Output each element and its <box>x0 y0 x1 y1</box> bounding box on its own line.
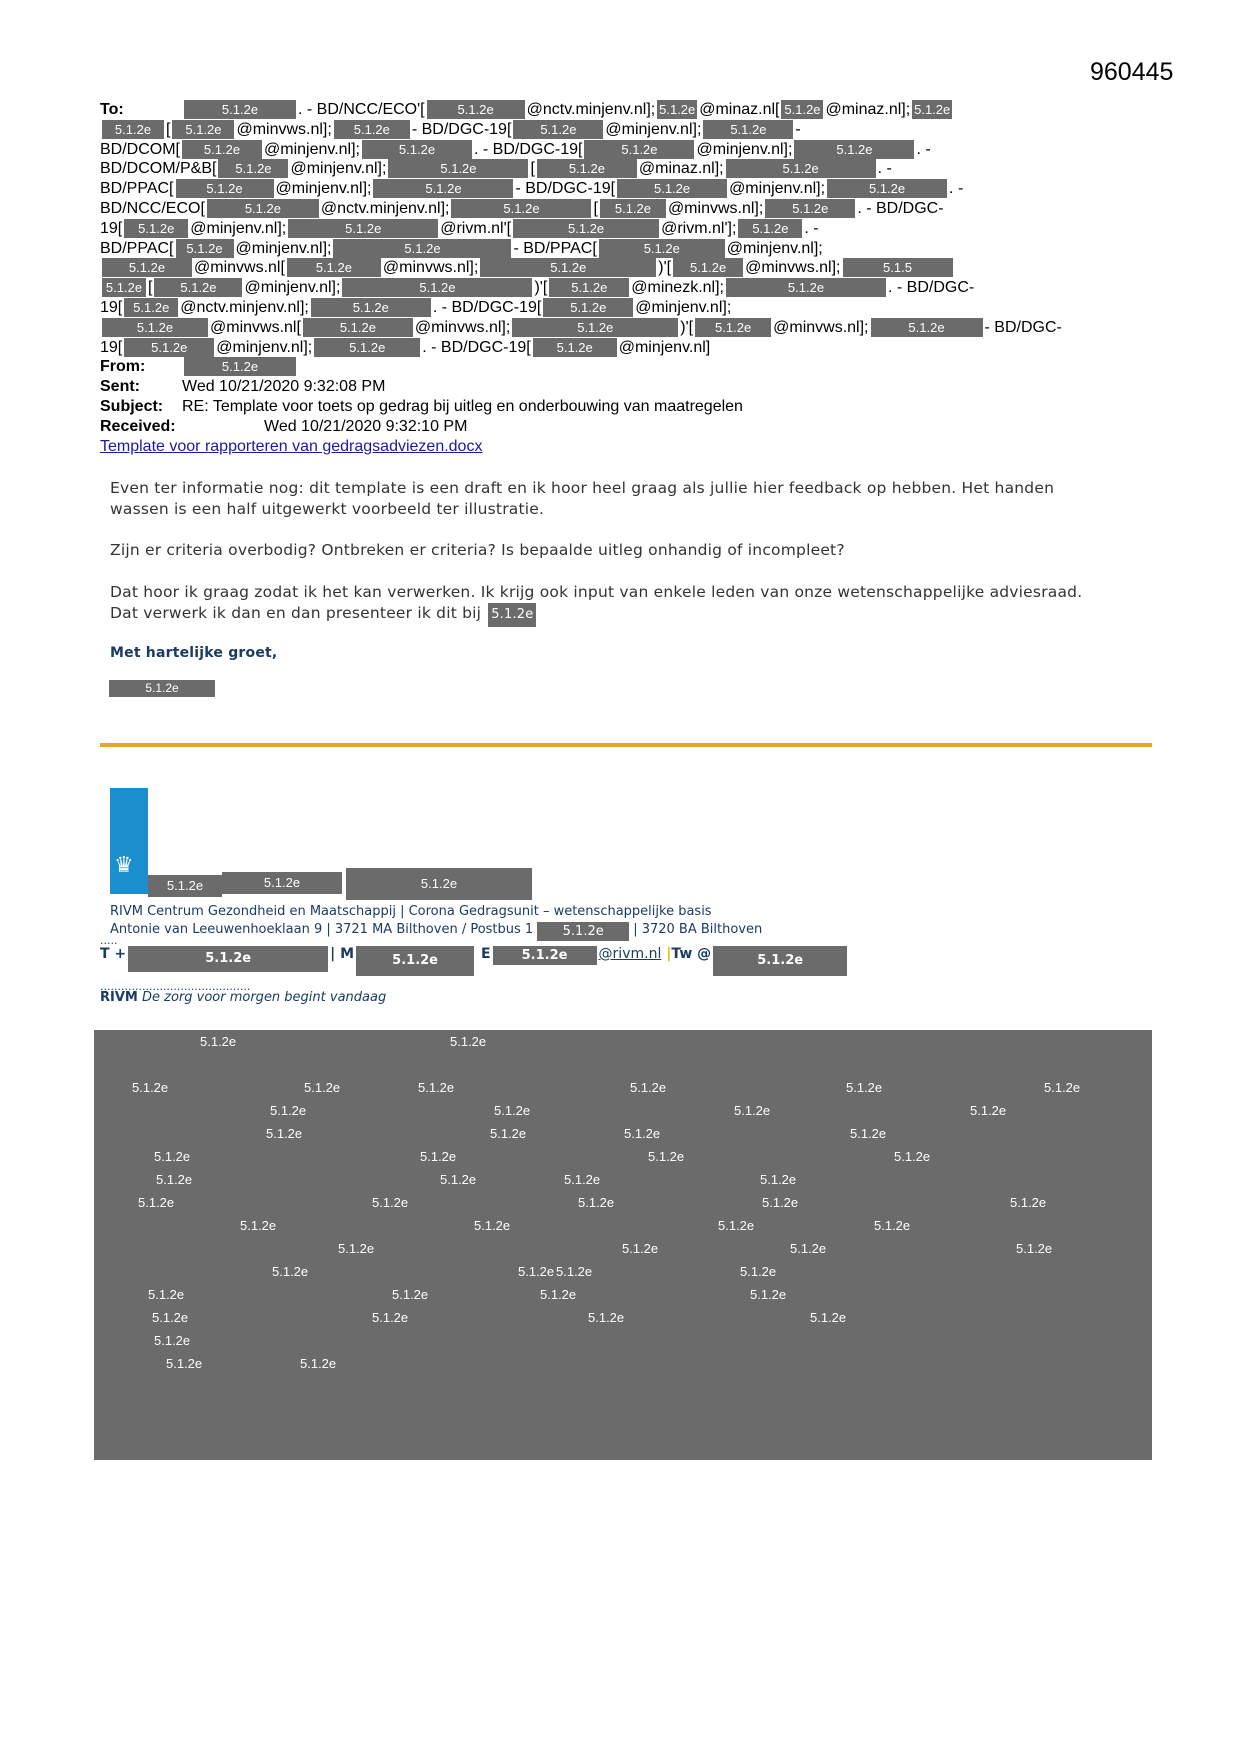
received-value: Wed 10/21/2020 9:32:10 PM <box>264 418 468 435</box>
redaction: 5.1.2e <box>765 199 855 218</box>
to-line-1: To: 5.1.2e . - BD/NCC/ECO'[ 5.1.2e @nctv.minjenv.nl]; 5.1.2e @minaz.nl[ 5.1.2e @minaz.nl]; 5.1.2e <box>100 101 951 118</box>
from-line <box>100 357 1130 377</box>
redaction: 5.1.2e <box>659 102 696 117</box>
redaction: 5.1.2e <box>102 318 208 337</box>
redaction: 5.1.2e <box>311 298 431 317</box>
redaction: 5.1.2e <box>451 199 591 218</box>
redaction: 5.1.2e <box>713 946 847 976</box>
redaction: 5.1.2e <box>176 239 234 258</box>
redaction: 5.1.2e <box>914 102 951 117</box>
redaction: 5.1.2e <box>184 357 296 376</box>
to-line-9: 5.1.2e @minvws.nl[ 5.1.2e @minvws.nl]; 5.1.2e )'[ 5.1.2e @minvws.nl]; 5.1.5 <box>100 258 1130 278</box>
signature-contact-line: T + 5.1.2e | M 5.1.2e E 5.1.2e @rivm.nl |Tw @ 5.1.2e <box>100 946 849 976</box>
signature-dots: ..... <box>100 934 118 947</box>
redaction: 5.1.2e <box>549 278 629 297</box>
redaction: 5.1.2e <box>218 159 288 178</box>
to-label: To: <box>100 101 124 118</box>
sent-label: Sent: <box>100 378 140 395</box>
redaction: 5.1.2e <box>600 199 666 218</box>
redaction: 5.1.2e <box>314 338 420 357</box>
signature-tagline: RIVM De zorg voor morgen begint vandaag <box>100 990 387 1005</box>
signature-org-line: RIVM Centrum Gezondheid en Maatschappij | Corona Gedragsunit – wetenschappelijke basis <box>110 904 712 919</box>
redaction: 5.1.2e <box>543 298 633 317</box>
redaction: 5.1.2e <box>207 199 319 218</box>
signature-address: Antonie van Leeuwenhoeklaan 9 | 3721 MA Bilthoven / Postbus 1 5.1.2e | 3720 BA Bilthoven <box>110 922 763 939</box>
redaction: 5.1.2e <box>356 946 474 976</box>
redaction: 5.1.2e <box>726 278 886 297</box>
email-header <box>100 100 1130 377</box>
redaction: 5.1.2e <box>172 120 234 139</box>
redaction: 5.1.2e <box>334 120 410 139</box>
redaction: 5.1.2e <box>102 120 164 139</box>
redaction: 5.1.2e <box>288 219 438 238</box>
redaction: 5.1.2e <box>148 875 222 897</box>
redaction: 5.1.2e <box>128 946 328 972</box>
sent-value: Wed 10/21/2020 9:32:08 PM <box>182 378 386 395</box>
to-line-3: BD/DCOM[ 5.1.2e @minjenv.nl]; 5.1.2e . - BD/DGC-19[ 5.1.2e @minjenv.nl]; 5.1.2e . - <box>100 140 931 158</box>
redaction: 5.1.2e <box>673 258 743 277</box>
redaction: 5.1.2e <box>388 159 528 178</box>
to-line-4: BD/DCOM/P&B[ 5.1.2e @minjenv.nl]; 5.1.2e [ 5.1.2e @minaz.nl]; 5.1.2e . - <box>100 160 892 178</box>
redaction: 5.1.2e <box>781 100 823 119</box>
subject-line <box>100 398 743 416</box>
redaction: 5.1.2e <box>695 318 771 337</box>
redaction: 5.1.2e <box>222 872 342 894</box>
redaction: 5.1.5 <box>843 258 953 277</box>
to-line-10: 5.1.2e [ 5.1.2e @minjenv.nl]; 5.1.2e )'[ 5.1.2e @minezk.nl]; 5.1.2e . - BD/DGC- <box>100 278 1130 298</box>
redaction: 5.1.2e <box>533 338 617 357</box>
signature-divider <box>100 743 1152 747</box>
redaction: 5.1.2e <box>427 100 525 119</box>
subject-label: Subject: <box>100 398 164 415</box>
redaction: 5.1.2e <box>176 179 274 198</box>
redaction: 5.1.2e <box>794 140 914 159</box>
redaction: 5.1.2e <box>124 298 178 317</box>
redaction: 5.1.2e <box>537 159 637 178</box>
redaction: 5.1.2e <box>827 179 947 198</box>
redaction: 5.1.2e <box>346 868 532 900</box>
redaction: 5.1.2e <box>333 239 511 258</box>
body-paragraph-2: Zijn er criteria overbodig? Ontbreken er criteria? Is bepaalde uitleg onhandig of incompleet? <box>110 541 845 559</box>
sent-line <box>100 378 385 396</box>
redaction: 5.1.2e <box>480 258 656 277</box>
redaction: 5.1.2e <box>513 120 603 139</box>
to-line-13: 19[ 5.1.2e @minjenv.nl]; 5.1.2e . - BD/DGC-19[ 5.1.2e @minjenv.nl] <box>100 338 711 356</box>
redaction: 5.1.2e <box>512 318 678 337</box>
document-number: 960445 <box>1090 58 1174 86</box>
to-line-11: 19[ 5.1.2e @nctv.minjenv.nl]; 5.1.2e . - BD/DGC-19[ 5.1.2e @minjenv.nl]; <box>100 298 732 316</box>
redaction: 5.1.2e <box>182 140 262 159</box>
from-label: From: <box>100 358 146 376</box>
received-line <box>100 418 467 436</box>
redaction: 5.1.2e <box>493 946 597 965</box>
redaction: 5.1.2e <box>513 219 659 238</box>
redaction: 5.1.2e <box>738 219 802 238</box>
redaction: 5.1.2e <box>342 278 532 297</box>
rijksoverheid-logo-bar <box>110 788 148 894</box>
signature-dots-line: ........................................... <box>100 980 251 993</box>
to-line-12: 5.1.2e @minvws.nl[ 5.1.2e @minvws.nl]; 5.1.2e )'[ 5.1.2e @minvws.nl]; 5.1.2e - BD/DGC- <box>100 318 1130 338</box>
to-line-7: 19[ 5.1.2e @minjenv.nl]; 5.1.2e @rivm.nl'[ 5.1.2e @rivm.nl']; 5.1.2e . - <box>100 219 819 237</box>
redaction: 5.1.2e <box>303 318 413 337</box>
body-paragraph-1: Even ter informatie nog: dit template is een draft en ik hoor heel graag als jullie hier feedback op hebben. Het handen wassen is een half uitgewerkt voorbeeld ter illustratie. <box>110 479 1055 518</box>
redaction: 5.1.2e <box>726 159 876 178</box>
signature-email[interactable]: @rivm.nl <box>598 946 662 962</box>
body-paragraph-3: Dat hoor ik graag zodat ik het kan verwerken. Ik krijg ook input van enkele leden van onze wetenschappelijke adviesraad. Dat verwerk ik dan en dan presenteer ik dit bij 5.1.2e <box>110 582 1090 627</box>
redaction: 5.1.2e <box>617 179 727 198</box>
redaction: 5.1.2e <box>287 258 381 277</box>
redaction: 5.1.2e <box>124 219 188 238</box>
redaction: 5.1.2e <box>584 140 694 159</box>
redaction: 5.1.2e <box>154 278 242 297</box>
to-line-2: 5.1.2e [ 5.1.2e @minvws.nl]; 5.1.2e - BD/DGC-19[ 5.1.2e @minjenv.nl]; 5.1.2e - <box>100 120 1130 140</box>
to-line-5: BD/PPAC[ 5.1.2e @minjenv.nl]; 5.1.2e - BD/DGC-19[ 5.1.2e @minjenv.nl]; 5.1.2e . - <box>100 180 964 198</box>
subject-value: RE: Template voor toets op gedrag bij uitleg en onderbouwing van maatregelen <box>182 398 743 415</box>
redaction: 5.1.2e <box>373 179 513 198</box>
greeting: Met hartelijke groet, <box>110 645 278 661</box>
redaction: 5.1.2e <box>362 140 472 159</box>
redaction: 5.1.2e <box>488 603 536 627</box>
redaction: 5.1.2e <box>537 922 629 941</box>
redaction: 5.1.2e <box>102 258 192 277</box>
redaction: 5.1.2e <box>599 239 725 258</box>
redaction: 5.1.2e <box>703 120 793 139</box>
received-label: Received: <box>100 418 176 435</box>
redaction: 5.1.2e <box>184 100 296 119</box>
to-line-8: BD/PPAC[ 5.1.2e @minjenv.nl]; 5.1.2e - BD/PPAC[ 5.1.2e @minjenv.nl]; <box>100 239 823 257</box>
redaction-sender-name: 5.1.2e <box>109 680 215 697</box>
redaction: 5.1.2e <box>124 338 214 357</box>
to-line-6: BD/NCC/ECO[ 5.1.2e @nctv.minjenv.nl]; 5.1.2e [ 5.1.2e @minvws.nl]; 5.1.2e . - BD/DGC- <box>100 199 944 217</box>
redaction: 5.1.2e <box>102 278 146 297</box>
crest-icon: ♛ <box>114 852 134 877</box>
attachment-link[interactable]: Template voor rapporteren van gedragsadviezen.docx <box>100 438 483 455</box>
redacted-disclaimer-block: 5.1.2e 5.1.2e 5.1.2e 5.1.2e 5.1.2e 5.1.2e 5.1.2e 5.1.2e 5.1.2e 5.1.2e 5.1.2e 5.1.2e 5.1.2e 5.1.2e 5.1.2e 5.1.2e 5.1.2e 5.1.2e 5.1.2e 5.1.2e 5.1.2e 5.1.2e 5.1.2e 5.1.2e 5.1.2e 5.1.2e 5.1.2e 5.1.2e 5.1.2e 5.1.2e 5.1.2e 5.1.2e 5.1.2e 5.1.2e 5.1.2e 5.1.2e 5.1.2e 5.1.2e 5.1.2e 5.1.2e 5.1.2e 5.1.2e 5.1.2e 5.1.2e 5.1.2e 5.1.2e 5.1.2e 5.1.2e 5.1.2e 5.1.2e 5.1.2e 5.1.2e <box>94 1030 1152 1460</box>
redaction: 5.1.2e <box>871 318 983 337</box>
